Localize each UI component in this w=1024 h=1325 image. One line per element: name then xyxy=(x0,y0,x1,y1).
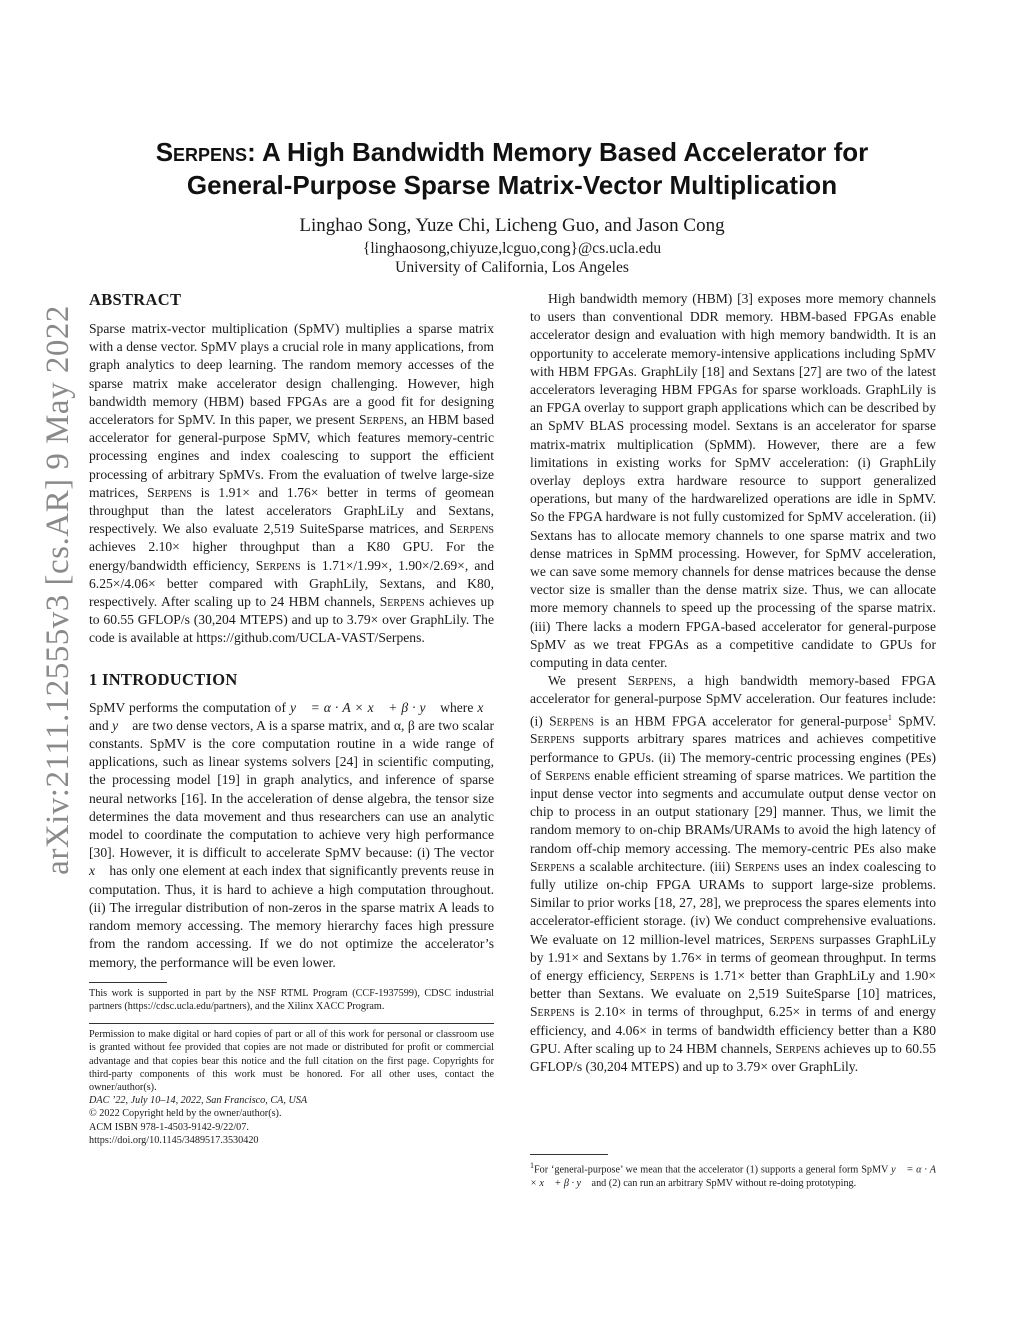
title-line1: : A High Bandwidth Memory Based Accelerator for xyxy=(247,137,869,167)
title-line2: General-Purpose Sparse Matrix-Vector Multiplication xyxy=(186,170,838,200)
paper-title xyxy=(100,136,924,202)
general-purpose-footnote xyxy=(530,1154,936,1190)
hbm-paragraph: High bandwidth memory (HBM) [3] exposes more memory channels to users than conventional DDR memory. HBM-based FPGAs enable accelerator design and evaluation with high memory bandwidth. It is an opportunity to accelerate memory-intensive applications including SpMV with HBM FPGAs. GraphLily [18] and Sextans [27] are two of the latest accelerators leveraging HBM FPGAs for sparse workloads. GraphLily is an FPGA overlay to support graph applications which can be described by an SpMV BLAS processing model. Sextans is an accelerator for sparse matrix-matrix multiplication (SpMM). However, there are a few limitations in existing works for SpMV acceleration: (i) GraphLily overlay deploys extra hardware resource to support generalized operations, but many of the hardwarelized operations are idle in SpMV. So the FPGA hardware is not fully customized for SpMV acceleration. (ii) Sextans has to allocate memory channels to one sparse matrix and two dense matrices in SpMM processing. However, for SpMV acceleration, we can save some memory channels for dense matrices because the dense vector size is smaller than the dense matrix size. Thus, we can allocate more memory channels to speed up the processing of the sparse matrix. (iii) There lacks a modern FPGA-based accelerator for general-purpose SpMV as we treat FPGAs as a competitive candidate to GPUs for computing in data center. xyxy=(530,291,936,671)
venue: DAC ’22, July 10–14, 2022, San Francisco, CA, USA xyxy=(89,1095,308,1107)
abstract-heading: ABSTRACT xyxy=(89,290,182,309)
isbn: ACM ISBN 978-1-4503-9142-9/22/07. xyxy=(89,1121,249,1133)
permission-block xyxy=(89,1023,494,1147)
author-emails: {linghaosong,chiyuze,lcguo,cong}@cs.ucla.edu xyxy=(362,240,662,257)
title-system-name: Serpens xyxy=(155,137,248,167)
affiliation: University of California, Los Angeles xyxy=(395,259,629,276)
footnote-marker[interactable]: 1 xyxy=(887,712,892,722)
permission-text: Permission to make digital or hard copies of part or all of this work for personal or classroom use is granted without fee provided that copies are not made or distributed for profit or commercial advantage and that copies bear this notice and the full citation on the first page. Copyrights for third-party components of this work must be honored. For all other uses, contact the owner/author(s). xyxy=(89,1029,494,1093)
right-column xyxy=(530,290,936,1076)
funding-footnote: This work is supported in part by the NSF RTML Program (CCF-1937599), CDSC industrial partners (https://cdsc.ucla.edu/partners), and the Xilinx XACC Program. xyxy=(89,987,494,1012)
footnote-rule xyxy=(89,982,167,983)
abstract-text: Sparse matrix-vector multiplication (SpMV) multiplies a sparse matrix with a dense vector. SpMV plays a crucial role in many applications, from graph analytics to deep learning. The random memory accesses of the sparse matrix make accelerator design challenging. However, high bandwidth memory (HBM) based FPGAs are a good fit for designing accelerators for SpMV. In this paper, we present Serpens, an HBM based accelerator for general-purpose SpMV, which features memory-centric processing engines and index coalescing to support the efficient processing of arbitrary SpMVs. From the evaluation of twelve large-size matrices, Serpens is 1.91× and 1.76× better in terms of geomean throughput than the latest accelerators GraphLiLy and Sextans, respectively. We also evaluate 2,519 SuiteSparse matrices, and Serpens achieves 2.10× higher throughput than a K80 GPU. For the energy/bandwidth efficiency, Serpens is 1.71×/1.99×, 1.90×/2.69×, and 6.25×/4.06× better compared with GraphLily, Sextans, and K80, respectively. After scaling up to 24 HBM channels, Serpens achieves up to 60.55 GFLOP/s (30,204 MTEPS) and up to 3.79× over GraphLily. The code is available at https://github.com/UCLA-VAST/Serpens. xyxy=(89,321,495,646)
copyright: © 2022 Copyright held by the owner/author(s). xyxy=(89,1108,282,1120)
introduction-paragraph: SpMV performs the computation of y⃗ = α · A × x⃗ + β · y⃗ where x⃗ and y⃗ are two dense vectors, A is a sparse matrix, and α, β are two scalar constants. SpMV is the core computation routine in a wide range of applications, such as linear systems solvers [24] in scientific computing, the processing model [19] in graph analytics, and inference of sparse neural networks [16]. In the acceleration of dense algebra, the tensor size determines the data movement and thus researchers can use an analytic model to coordinate the computation to achieve very high performance [30]. However, it is difficult to accelerate SpMV because: (i) The vector x⃗ has only one element at each index that significantly prevents reuse in computation. Thus, it is hard to achieve a high computation throughout. (ii) The irregular distribution of non-zeros in the sparse matrix A leads to random memory accessing. The memory hierarchy faces high pressure from the random accessing. If we do not optimize the accelerator’s memory, the performance will be even lower. xyxy=(89,699,494,970)
doi-link[interactable]: https://doi.org/10.1145/3489517.3530420 xyxy=(89,1134,259,1146)
introduction-heading: 1 INTRODUCTION xyxy=(89,669,238,689)
left-column xyxy=(89,290,494,1147)
arxiv-identifier: arXiv:2111.12555v3 [cs.AR] 9 May 2022 xyxy=(40,305,76,875)
footnote-rule-right xyxy=(530,1154,608,1155)
footnote-text: $^1$For ‘general-purpose’ we mean that the accelerator (1) supports a general form SpMV y⃗ = α · A × x⃗ + β · y⃗ and (2) can run an arbitrary SpMV without re-doing prototyping. xyxy=(530,1161,936,1189)
author-list: Linghao Song, Yuze Chi, Licheng Guo, and Jason Cong xyxy=(299,215,725,236)
contributions-paragraph: We present Serpens, a high bandwidth memory-based FPGA accelerator for general-purpose SpMV acceleration. Our features include: (i) Serpens is an HBM FPGA accelerator for general-purpose$^1$ SpMV. Serpens supports arbitrary spares matrices and achieves competitive performance to GPUs. (ii) The memory-centric processing engines (PEs) of Serpens enable efficient streaming of sparse matrices. We partition the input dense vector into segments and accumulate output dense vector on chip to process in an output stationary [29] manner. Thus, we limit the random memory to on-chip BRAMs/URAMs to avoid the high latency of random off-chip memory accessing. The memory-centric PEs also make Serpens a scalable architecture. (iii) Serpens uses an index coalescing to fully utilize on-chip FPGA URAMs to support large-size problems. Similar to prior works [18, 27, 28], we preprocess the spares elements into accelerator-efficient storage. (iv) We conduct comprehensive evaluations. We evaluate on 12 million-level matrices, Serpens surpasses GraphLiLy by 1.91× and Sextans by 1.76× in terms of geomean throughput. In terms of energy efficiency, Serpens is 1.71× better than GraphLiLy and 1.90× better than Sextans. We evaluate on 2,519 SuiteSparse [10] matrices, Serpens is 2.10× in terms of throughput, 6.25× in terms of and energy efficiency, and 4.06× in terms of bandwidth efficiency better than a K80 GPU. After scaling up to 24 HBM channels, Serpens achieves up to 60.55 GFLOP/s (30,204 MTEPS) and up to 3.79× over GraphLily. xyxy=(530,673,937,1075)
